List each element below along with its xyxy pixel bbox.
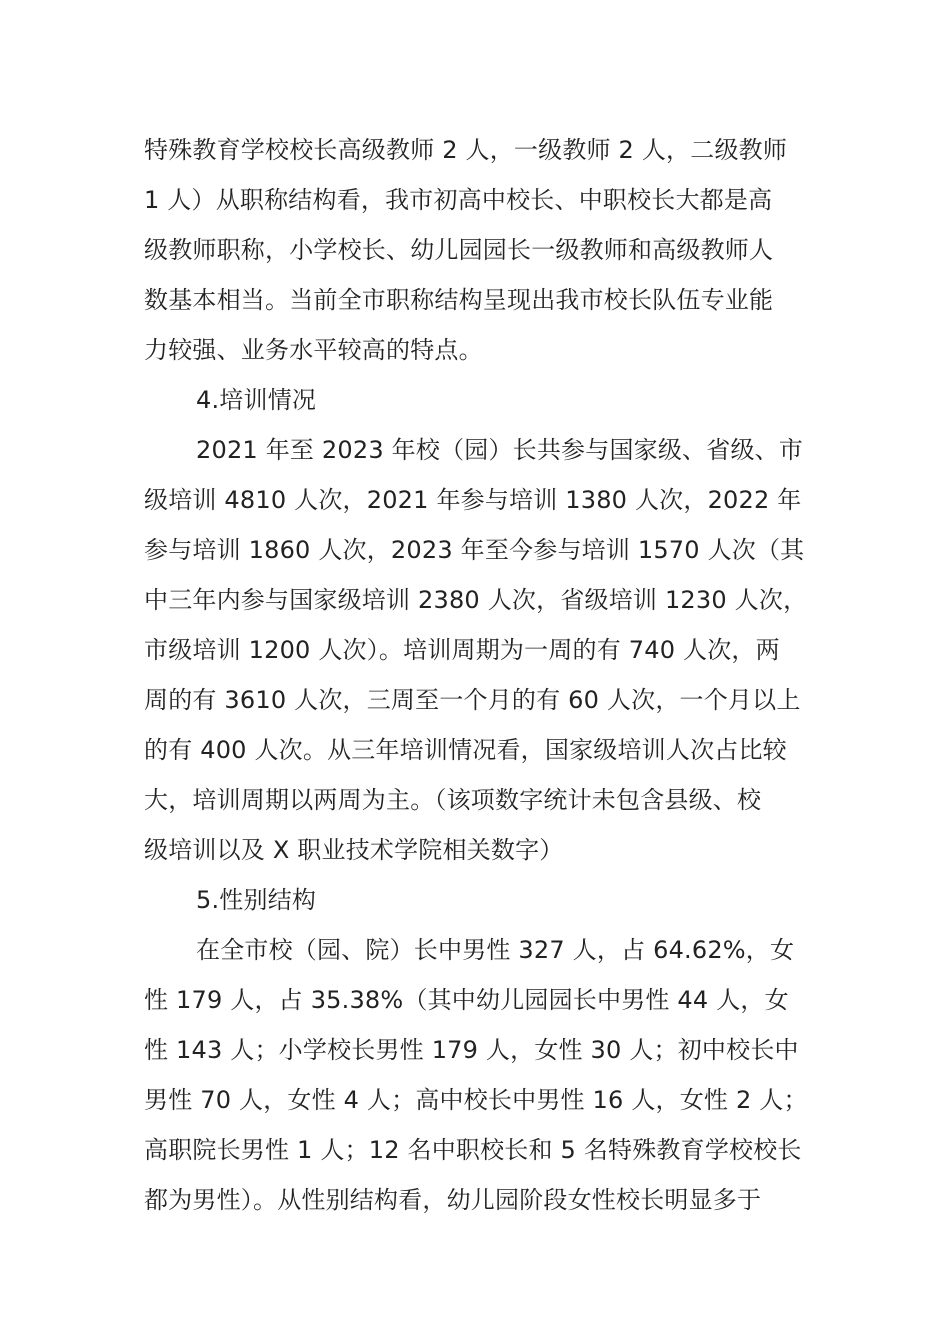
paragraph-line: 周的有 3610 人次，三周至一个月的有 60 人次，一个月以上: [144, 686, 801, 714]
paragraph-line: 在全市校（园、院）长中男性 327 人，占 64.62%，女: [196, 936, 795, 964]
paragraph-line: 高职院长男性 1 人；12 名中职校长和 5 名特殊教育学校校长: [144, 1136, 802, 1164]
section-heading-training: 4.培训情况: [196, 386, 317, 414]
paragraph-line: 市级培训 1200 人次）。培训周期为一周的有 740 人次，两: [144, 636, 780, 664]
paragraph-line: 2021 年至 2023 年校（园）长共参与国家级、省级、市: [196, 436, 804, 464]
section-heading-gender: 5.性别结构: [196, 886, 317, 914]
paragraph-line: 的有 400 人次。从三年培训情况看，国家级培训人次占比较: [144, 736, 787, 764]
paragraph-line: 性 179 人，占 35.38%（其中幼儿园园长中男性 44 人，女: [144, 986, 789, 1014]
paragraph-line: 性 143 人；小学校长男性 179 人，女性 30 人；初中校长中: [144, 1036, 799, 1064]
paragraph-line: 男性 70 人，女性 4 人；高中校长中男性 16 人，女性 2 人；: [144, 1086, 808, 1114]
paragraph-line: 数基本相当。当前全市职称结构呈现出我市校长队伍专业能: [144, 286, 774, 314]
paragraph-line: 参与培训 1860 人次，2023 年至今参与培训 1570 人次（其: [144, 536, 805, 564]
paragraph-line: 中三年内参与国家级培训 2380 人次，省级培训 1230 人次，: [144, 586, 808, 614]
paragraph-line: 力较强、业务水平较高的特点。: [144, 336, 483, 364]
paragraph-line: 级培训以及 X 职业技术学院相关数字）: [144, 836, 564, 864]
paragraph-line: 都为男性）。从性别结构看，幼儿园阶段女性校长明显多于: [144, 1186, 762, 1214]
paragraph-line: 1 人）从职称结构看，我市初高中校长、中职校长大都是高: [144, 186, 773, 214]
paragraph-line: 级培训 4810 人次，2021 年参与培训 1380 人次，2022 年: [144, 486, 802, 514]
paragraph-line: 特殊教育学校校长高级教师 2 人，一级教师 2 人，二级教师: [144, 136, 788, 164]
paragraph-line: 大，培训周期以两周为主。（该项数字统计未包含县级、校: [144, 786, 762, 814]
paragraph-line: 级教师职称，小学校长、幼儿园园长一级教师和高级教师人: [144, 236, 774, 264]
